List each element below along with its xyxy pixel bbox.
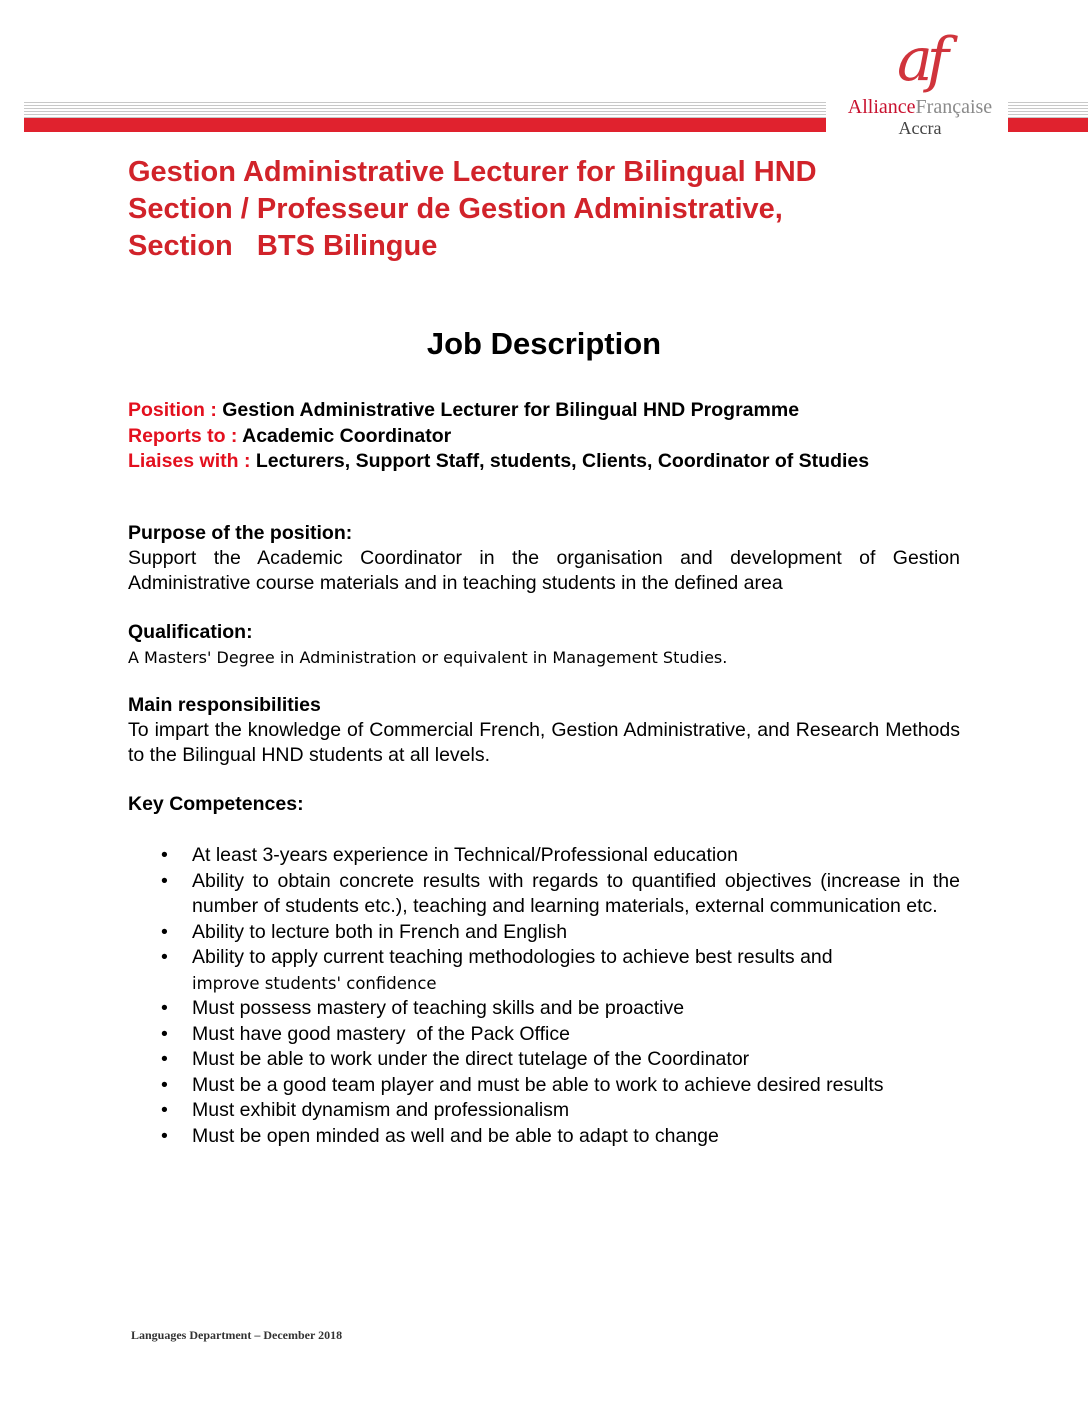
bullet-dot: • xyxy=(161,1099,168,1121)
list-item xyxy=(128,945,960,996)
competences-list xyxy=(128,843,960,1149)
logo-city: Accra xyxy=(898,118,942,138)
position-label: Position : xyxy=(128,399,223,421)
list-item xyxy=(128,1098,960,1124)
logo-organisation-name xyxy=(832,96,1008,118)
reports-to-row xyxy=(128,424,988,450)
bullet-dot: • xyxy=(161,844,168,866)
position-row xyxy=(128,398,988,424)
bullet-dot: • xyxy=(161,1124,168,1147)
list-item-text: Must be open minded as well and be able to adapt to change xyxy=(192,1124,719,1147)
list-item-text: Must exhibit dynamism and professionalism xyxy=(192,1099,570,1121)
purpose-section xyxy=(128,521,960,596)
bullet-dot: • xyxy=(161,946,168,968)
responsibilities-heading: Main responsibilities xyxy=(128,694,321,716)
qualification-heading: Qualification: xyxy=(128,621,253,643)
purpose-heading: Purpose of the position: xyxy=(128,522,353,544)
title-line-2: Section / Professeur de Gestion Administrative, xyxy=(128,193,783,225)
position-value: Gestion Administrative Lecturer for Bilingual HND Programme xyxy=(222,399,800,421)
list-item xyxy=(128,1047,960,1073)
list-item-text: Must be able to work under the direct tutelage of the Coordinator xyxy=(192,1048,750,1070)
list-item xyxy=(128,1022,960,1048)
logo-name-alliance: Alliance xyxy=(847,96,916,118)
responsibilities-text: To impart the knowledge of Commercial French, Gestion Administrative, and Research Methods to the Bilingual HND students at all levels. xyxy=(128,719,960,766)
list-item-text: Ability to apply current teaching methodologies to achieve best results and xyxy=(192,946,833,968)
list-item xyxy=(128,869,960,920)
liaises-with-value: Lecturers, Support Staff, students, Clients, Coordinator of Studies xyxy=(255,450,870,472)
list-item xyxy=(128,843,960,869)
list-item xyxy=(128,996,960,1022)
title-line-1: Gestion Administrative Lecturer for Bilingual HND xyxy=(128,156,817,188)
reports-to-label: Reports to : xyxy=(128,424,243,447)
position-meta xyxy=(128,398,988,475)
list-item-text-continued: improve students' confidence xyxy=(192,973,437,993)
logo-name-francaise: Française xyxy=(915,96,993,118)
af-logo-mark: af xyxy=(897,25,943,95)
reports-to-value: Academic Coordinator xyxy=(242,424,452,447)
purpose-text: Support the Academic Coordinator in the organisation and development of Gestion Administrative course materials and in teaching students in the defined area xyxy=(128,547,960,594)
list-item-text: Must be a good team player and must be able to work to achieve desired results xyxy=(192,1073,884,1096)
list-item xyxy=(128,1073,960,1099)
header-band-stripes-right xyxy=(1008,102,1088,118)
header-band-red xyxy=(24,118,826,132)
job-description-heading: Job Description xyxy=(426,326,662,361)
bullet-dot: • xyxy=(161,920,168,943)
page-footer: Languages Department – December 2018 xyxy=(131,1328,343,1342)
qualification-text: A Masters' Degree in Administration or equivalent in Management Studies. xyxy=(128,648,728,667)
list-item-text: Ability to obtain concrete results with regards to quantified objectives (increase in the number of students etc.), teaching and learning materials, external communication etc. xyxy=(192,869,960,917)
competences-heading: Key Competences: xyxy=(128,793,304,815)
liaises-with-label: Liaises with : xyxy=(128,450,256,472)
bullet-dot: • xyxy=(161,1073,168,1096)
header-band-stripes xyxy=(24,102,826,118)
qualification-section xyxy=(128,620,960,670)
list-item xyxy=(128,1124,960,1150)
list-item-text: At least 3-years experience in Technical/Professional education xyxy=(192,844,738,866)
document-title xyxy=(128,154,948,265)
list-item-text: Ability to lecture both in French and English xyxy=(192,920,568,943)
competences-section xyxy=(128,792,960,817)
list-item xyxy=(128,920,960,946)
title-line-3: Section BTS Bilingue xyxy=(128,230,438,262)
bullet-dot: • xyxy=(161,1048,168,1070)
list-item-text: Must have good mastery of the Pack Office xyxy=(192,1022,570,1045)
bullet-dot: • xyxy=(161,1022,168,1045)
bullet-dot: • xyxy=(161,997,168,1019)
liaises-with-row xyxy=(128,449,988,475)
header-band-red-right xyxy=(1008,118,1088,132)
list-item-text: Must possess mastery of teaching skills and be proactive xyxy=(192,997,685,1019)
bullet-dot: • xyxy=(161,869,168,892)
alliance-francaise-logo xyxy=(832,25,1008,150)
responsibilities-section xyxy=(128,693,960,768)
